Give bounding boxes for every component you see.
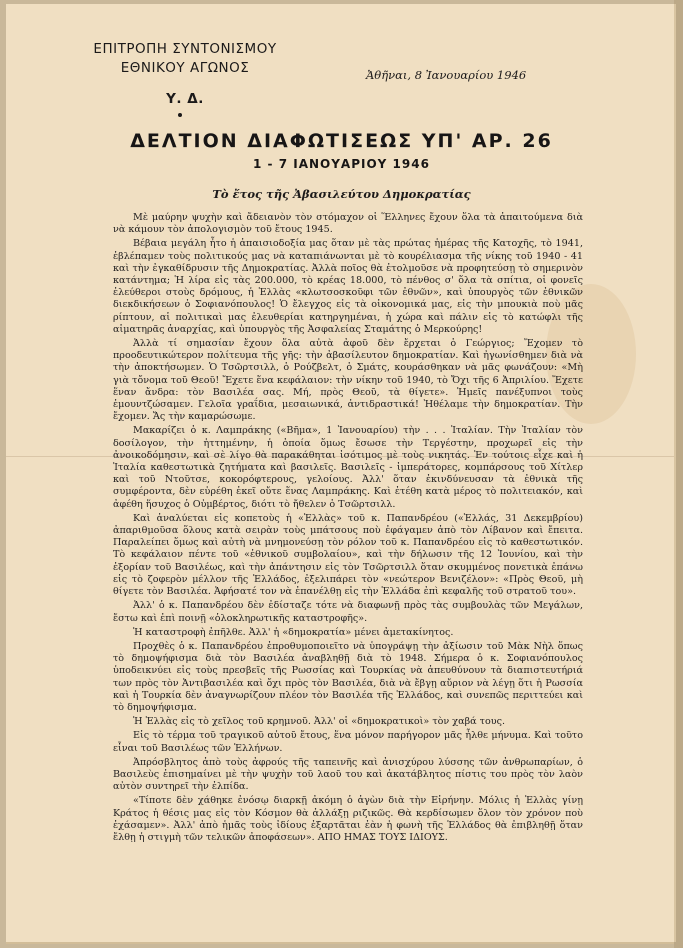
issuing-organization [85,40,285,109]
paragraph: Βέβαια μεγάλη ἦτο ἡ ἀπαισιοδοξία μας ὅταν μὲ τὰς πρώτας ἡμέρας τῆς Κατοχῆς, τὸ 1941, ἐβλέπαμεν τοὺς πολιτικούς μας νὰ καταπιάνωνται μὲ τὸ κουρέλιασμα τῆς νίκης τοῦ 1940 - 41 καὶ τὴν ἐγκαθίδρυσιν τῆς Δημοκρατίας. Ἀλλὰ ποῖος θὰ ἐτολμοῦσε νὰ προφητεύσῃ τὸ σημερινὸν κατάντημα; Ἡ λίρα εἰς τὰς 200.000, τὸ κρέας 18.000, τὸ πένθος σ' ὅλα τὰ σπίτια, οἱ φονεῖς ἐλεύθεροι στοὺς δρόμους, ἡ Ἑλλὰς «κλωτσοσκοῦφι τῶν ἐθνῶν», καὶ ὑπουργὸς τῶν ἐθνικῶν διεκδικήσεων ὁ Σοφιανόπουλος! Ὁ ἔλεγχος εἰς τὰ οἰκονομικά μας, εἰς τὴν μπουκιὰ ποὺ μᾶς ρίπτουν, αἱ πολιτικαὶ μας ἐλευθερίαι κατηργημέναι, ἡ χώρα καὶ πάλιν εἰς τὸ κατώφλι τῆς αἱματηρᾶς ἀναρχίας, καὶ ὑπουργὸς τῆς Ἀσφαλείας Σταμάτης ὁ Μερκούρης! [113,238,583,335]
paragraph: «Τίποτε δὲν χάθηκε ἐνόσῳ διαρκῇ ἀκόμη ὁ ἀγὼν διὰ τὴν Εἰρήνην. Μόλις ἡ Ἑλλὰς γίνῃ Κράτος ἡ θέσις μας εἰς τὸν Κόσμον θὰ ἀλλάξῃ ριζικῶς. Θὰ κερδίσωμεν ὅλον τὸν χρόνον ποὺ ἐχάσαμεν». Ἀλλ' ἀπὸ ἡμᾶς τοὺς ἰδίους ἐξαρτᾶται ἐὰν ἡ φωνὴ τῆς Ἑλλάδος θὰ ἐπιβληθῇ ὅταν ἔλθῃ ἡ στιγμὴ τῶν τελικῶν ἀποφάσεων». ΑΠΟ ΗΜΑΣ ΤΟΥΣ ΙΔΙΟΥΣ. [113,795,583,843]
org-line-1: ΕΠΙΤΡΟΠΗ ΣΥΝΤΟΝΙΣΜΟΥ [93,41,277,57]
bulletin-title: ΔΕΛΤΙΟΝ ΔΙΑΦΩΤΙΣΕΩΣ ΥΠ' ΑΡ. 26 [130,130,553,152]
paragraph: Εἰς τὸ τέρμα τοῦ τραγικοῦ αὐτοῦ ἔτους, ἕνα μόνον παρήγορον μᾶς ἦλθε μήνυμα. Καὶ τοῦτο εἶναι τοῦ Βασιλέως τῶν Ἑλλήνων. [113,730,583,754]
paragraph: Προχθὲς ὁ κ. Παπανδρέου ἐπροθυμοποιεῖτο νὰ ὑπογράψῃ τὴν ἀξίωσιν τοῦ Μὰκ Νὴλ ὅπως τὸ δημοψήφισμα διὰ τὸν Βασιλέα ἀναβληθῇ διὰ τὸ 1948. Σήμερα ὁ κ. Σοφιανόπουλος ὑποδεικνύει εἰς τοὺς πρεσβεῖς τῆς Ρωσσίας καὶ Τουρκίας νὰ ἀπευθύνουν τὰ διαπιστευτήριά των πρὸς τὸν Ἀντιβασιλέα καὶ ὄχι πρὸς τὸν Βασιλέα, διὰ νὰ ἔβγῃ αὔριον νὰ λέγῃ ὅτι ἡ Ρωσσία καὶ ἡ Τουρκία δὲν ἀναγνωρίζουν πλέον τὸν Βασιλέα τῆς Ἑλλάδος, καὶ συνεπῶς περιττεύει καὶ τὸ δημοψήφισμα. [113,640,583,713]
bulletin-dates: 1 - 7 ΙΑΝΟΥΑΡΙΟΥ 1946 [253,157,430,171]
org-line-2: ΕΘΝΙΚΟΥ ΑΓΩΝΟΣ [120,60,250,76]
paragraph: Μὲ μαύρην ψυχὴν καὶ ἄδειανὸν τὸν στόμαχον οἱ Ἕλληνες ἔχουν ὅλα τὰ ἀπαιτούμενα διὰ νὰ κάμουν τὸν ἀπολογισμὸν τοῦ ἔτους 1945. [113,212,583,236]
paragraph: Ἡ Ἑλλὰς εἰς τὸ χεῖλος τοῦ κρημνοῦ. Ἀλλ' οἱ «δημοκρατικοὶ» τὸν χαβά τους. [133,716,506,728]
paragraph: Μακαρίζει ὁ κ. Λαμπράκης («Βῆμα», 1 Ἰανουαρίου) τὴν . . . Ἰταλίαν. Τὴν Ἰταλίαν τὸν δοσίλογον, τὴν ἡττημένην, ἡ ὁποία ὅμως ἔσωσε τὴν Τεργέστην, προχωρεῖ εἰς τὴν ἀνοικοδόμησιν, καὶ σὲ λίγο θὰ παρακάθηται ἰσότιμος μὲ τοὺς νικητάς. Ἐν τούτοις εἶχε καὶ ἡ Ἰταλία καθεστωτικὰ ζητήματα καὶ βασιλεῖς. Βασιλεῖς - ἰμπεράτορες, κομπάρσους τοῦ Χίτλερ καὶ τοῦ Ντοῦτσε, κοκορόφτερους, γελοίους. Ἀλλ' ὅταν ἐκινδύνευσαν τὰ ἐθνικὰ τῆς συμφέροντα, δὲν εὑρέθη ἐκεῖ οὔτε ἕνας Λαμπράκης. Καὶ ἐτέθη κατὰ μέρος τὸ πολιτειακόν, καὶ ἀφέθη ἥσυχος ὁ Οὐμβέρτος, διότι τὸ ἤθελεν ὁ Τσῶρτσιλλ. [113,425,583,510]
paragraph: Ἀλλὰ τί σημασίαν ἔχουν ὅλα αὐτὰ ἀφοῦ δὲν ἔρχεται ὁ Γεώργιος; Ἔχομεν τὸ προοδευτικώτερον πολίτευμα τῆς γῆς: τὴν ἀβασίλευτον δημοκρατίαν. Καὶ ἠγωνίσθημεν διὰ νὰ τὴν ἀποκτήσωμεν. Ὁ Τσῶρτσιλλ, ὁ Ρούζβελτ, ὁ Σμάτς, κουράσθηκαν νὰ μᾶς φωνάζουν: «Μὴ γιὰ τὄνομα τοῦ Θεοῦ! Ἔχετε ἕνα κεφάλαιον: τὴν νίκην τοῦ 1940, τὸ Ὄχι τῆς 6 Ἀπριλίου. Ἔχετε ἕναν ἄνδρα: τὸν Βασιλέα σας. Μή, πρὸς Θεοῦ, τὰ θίγετε». Ἡμεῖς πανέξυπνοι τοὺς ἐμουντζώσαμεν. Γελοῖα γραΐδια, μεσαιωνικά, ἀντιδραστικά! Ἠθέλαμε τὴν δημοκρατίαν. Τὴν ἔχομεν. Ἄς τὴν καμαρώσωμε. [113,338,583,423]
paragraph: Καὶ ἀναλύεται εἰς κοπετοὺς ἡ «Ἑλλὰς» τοῦ κ. Παπανδρέου («Ἑλλάς, 31 Δεκεμβρίου) ἀπαριθμοῦσα ὅλους κατὰ σειρὰν τοὺς μπάτσους ποὺ ἐφάγαμεν ἀπὸ τὸν Λίβανον καὶ ἔπειτα. Παραλείπει ὅμως καὶ αὐτὴ νὰ μνημονεύσῃ τὸν ρόλον τοῦ κ. Παπανδρέου εἰς τὸ καθεστωτικόν. Τὸ κεφάλαιον πέντε τοῦ «ἐθνικοῦ συμβολαίου», καὶ τὴν δήλωσιν τῆς 12 Ἰουνίου, καὶ τὴν ἐξορίαν τοῦ Βασιλέως, καὶ τὴν ἀπάντησιν εἰς τὸν Τσῶρτσιλλ ὅταν σκυμμένος πονετικὰ ἐπάνω εἰς τὸ ζοφερὸν μέλλον τῆς Ἑλλάδος, ἐξελιπάρει τὸν «νεώτερον Βενιζέλον»: «Πρὸς Θεοῦ, μὴ θίγετε τὸν Βασιλέα. Ἀφήσατέ τον νὰ ἐπανέλθῃ εἰς τὴν Ἑλλάδα ἐπὶ κεφαλῆς τοῦ στρατοῦ του». [113,512,583,598]
article-body [113,212,583,846]
org-line-3: Υ. Δ. [166,91,204,107]
paragraph: Ἡ καταστροφὴ ἐπῆλθε. Ἀλλ' ἡ «δημοκρατία» μένει ἀμετακίνητος. [133,626,454,638]
paragraph: Ἀπρόσβλητος ἀπὸ τοὺς ἀφρούς τῆς ταπεινῆς καὶ ἀνισχύρου λύσσης τῶν ἀνθρωπαρίων, ὁ Βασιλεὺς ἐπισημαίνει μὲ τὴν ψυχὴν τοῦ λαοῦ του καὶ ἀκατάβλητος πίστις του πρὸς τὸν λαὸν αὐτὸν συντηρεῖ τὴν ἐλπίδα. [113,756,583,793]
bullet-dot [178,113,182,117]
article-subtitle: Τὸ ἔτος τῆς Ἀβασιλεύτου Δημοκρατίας [212,187,471,201]
paragraph: Ἀλλ' ὁ κ. Παπανδρέου δὲν ἐδίσταζε τότε νὰ διαφωνῇ πρὸς τὰς συμβουλὰς τῶν Μεγάλων, ἔστω καὶ ἐπὶ ποινῇ «ὁλοκληρωτικῆς καταστροφῆς». [113,600,583,624]
dateline: Ἀθῆναι, 8 Ἰανουαρίου 1946 [366,68,527,82]
